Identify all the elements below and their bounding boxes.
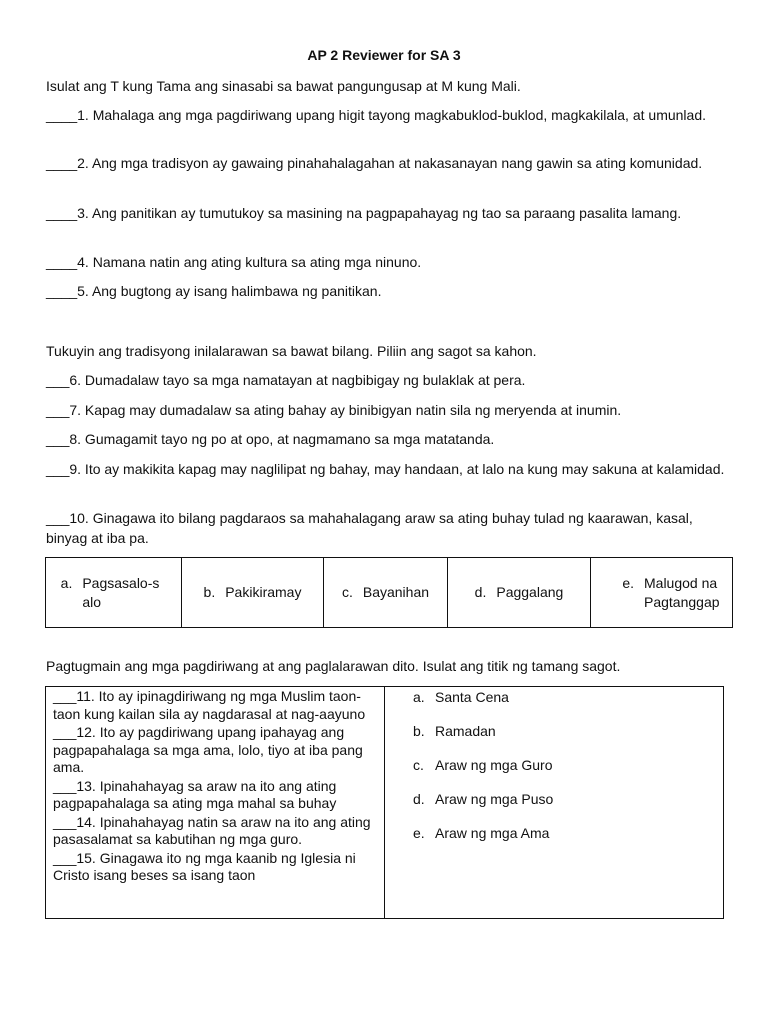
choice-cell xyxy=(448,558,591,628)
option-letter: e. xyxy=(413,825,425,841)
matching-table xyxy=(45,686,724,919)
matching-option xyxy=(385,721,723,755)
option-letter: b. xyxy=(413,723,425,739)
matching-question: ___15. Ginagawa ito ng mga kaanib ng Iglesia ni Cristo isang beses sa isang taon xyxy=(53,849,356,883)
option-text: Santa Cena xyxy=(435,689,509,705)
choice-text: Pagsasalo-salo xyxy=(82,574,160,610)
option-letter: c. xyxy=(413,757,424,773)
matching-option xyxy=(385,755,723,789)
answer-choices-box xyxy=(45,557,733,628)
choice-letter: b. xyxy=(203,584,216,600)
option-text: Ramadan xyxy=(435,723,496,739)
option-text: Araw ng mga Guro xyxy=(435,757,553,773)
choice-text: Paggalang xyxy=(496,584,564,600)
matching-option xyxy=(385,823,723,857)
choice-cell xyxy=(46,558,182,628)
choice-text: Malugod na Pagtanggap xyxy=(644,574,720,610)
option-letter: a. xyxy=(413,689,425,705)
choice-letter: c. xyxy=(341,584,353,600)
choice-cell xyxy=(324,558,448,628)
choice-text: Bayanihan xyxy=(362,584,430,600)
choice-letter: e. xyxy=(622,574,634,591)
matching-question: ___11. Ito ay ipinagdiriwang ng mga Muslim taon-taon kung kailan sila ay nagdarasal at nag-aayuno xyxy=(53,688,366,722)
matching-question: ___14. Ipinahahayag natin sa araw na ito ang ating pasasalamat sa kabutihan ng mga guro. xyxy=(53,813,371,847)
option-letter: d. xyxy=(413,791,425,807)
option-text: Araw ng mga Puso xyxy=(435,791,554,807)
matching-questions-column xyxy=(46,687,385,919)
matching-options-column xyxy=(385,687,724,919)
true-false-item: ____3. Ang panitikan ay tumutukoy sa masining na pagpapahayag ng tao sa paraang pasalita lamang. xyxy=(46,205,682,221)
identification-item: ___8. Gumagamit tayo ng po at opo, at nagmamano sa mga matatanda. xyxy=(46,431,495,447)
choice-cell xyxy=(591,558,733,628)
choice-text: Pakikiramay xyxy=(225,584,302,600)
page-title: AP 2 Reviewer for SA 3 xyxy=(307,47,461,63)
identification-item: ___9. Ito ay makikita kapag may naglilipat ng bahay, may handaan, at lalo na kung may sakuna at kalamidad. xyxy=(46,461,725,477)
true-false-item: ____5. Ang bugtong ay isang halimbawa ng panitikan. xyxy=(46,283,382,299)
identification-item: ___6. Dumadalaw tayo sa mga namatayan at nagbibigay ng bulaklak at pera. xyxy=(46,372,526,388)
choice-letter: a. xyxy=(60,574,73,591)
option-text: Araw ng mga Ama xyxy=(435,825,550,841)
identification-item: ___10. Ginagawa ito bilang pagdaraos sa mahahalagang araw sa ating buhay tulad ng kaarawan, kasal, binyag at iba pa. xyxy=(46,510,693,546)
matching-question: ___13. Ipinahahayag sa araw na ito ang ating pagpapahalaga sa ating mga mahal sa buhay xyxy=(53,777,337,811)
true-false-item: ____2. Ang mga tradisyon ay gawaing pinahahalagahan at nakasanayan nang gawin sa ating komunidad. xyxy=(46,155,703,171)
identification-item: ___7. Kapag may dumadalaw sa ating bahay ay binibigyan natin sila ng meryenda at inumin. xyxy=(46,402,622,418)
matching-question: ___12. Ito ay pagdiriwang upang ipahayag ang pagpapahalaga sa mga ama, lolo, tiyo at iba pang ama. xyxy=(53,724,363,775)
choice-cell xyxy=(182,558,324,628)
part3-instruction: Pagtugmain ang mga pagdiriwang at ang paglalarawan dito. Isulat ang titik ng tamang sagot. xyxy=(46,658,621,674)
true-false-item: ____1. Mahalaga ang mga pagdiriwang upang higit tayong magkabuklod-buklod, magkakilala, at umunlad. xyxy=(46,107,706,123)
matching-option xyxy=(385,687,723,721)
part2-instruction: Tukuyin ang tradisyong inilalarawan sa bawat bilang. Piliin ang sagot sa kahon. xyxy=(46,343,537,359)
choice-letter: d. xyxy=(474,584,487,600)
part1-instruction: Isulat ang T kung Tama ang sinasabi sa bawat pangungusap at M kung Mali. xyxy=(46,78,521,94)
true-false-item: ____4. Namana natin ang ating kultura sa ating mga ninuno. xyxy=(46,254,422,270)
matching-option xyxy=(385,789,723,823)
